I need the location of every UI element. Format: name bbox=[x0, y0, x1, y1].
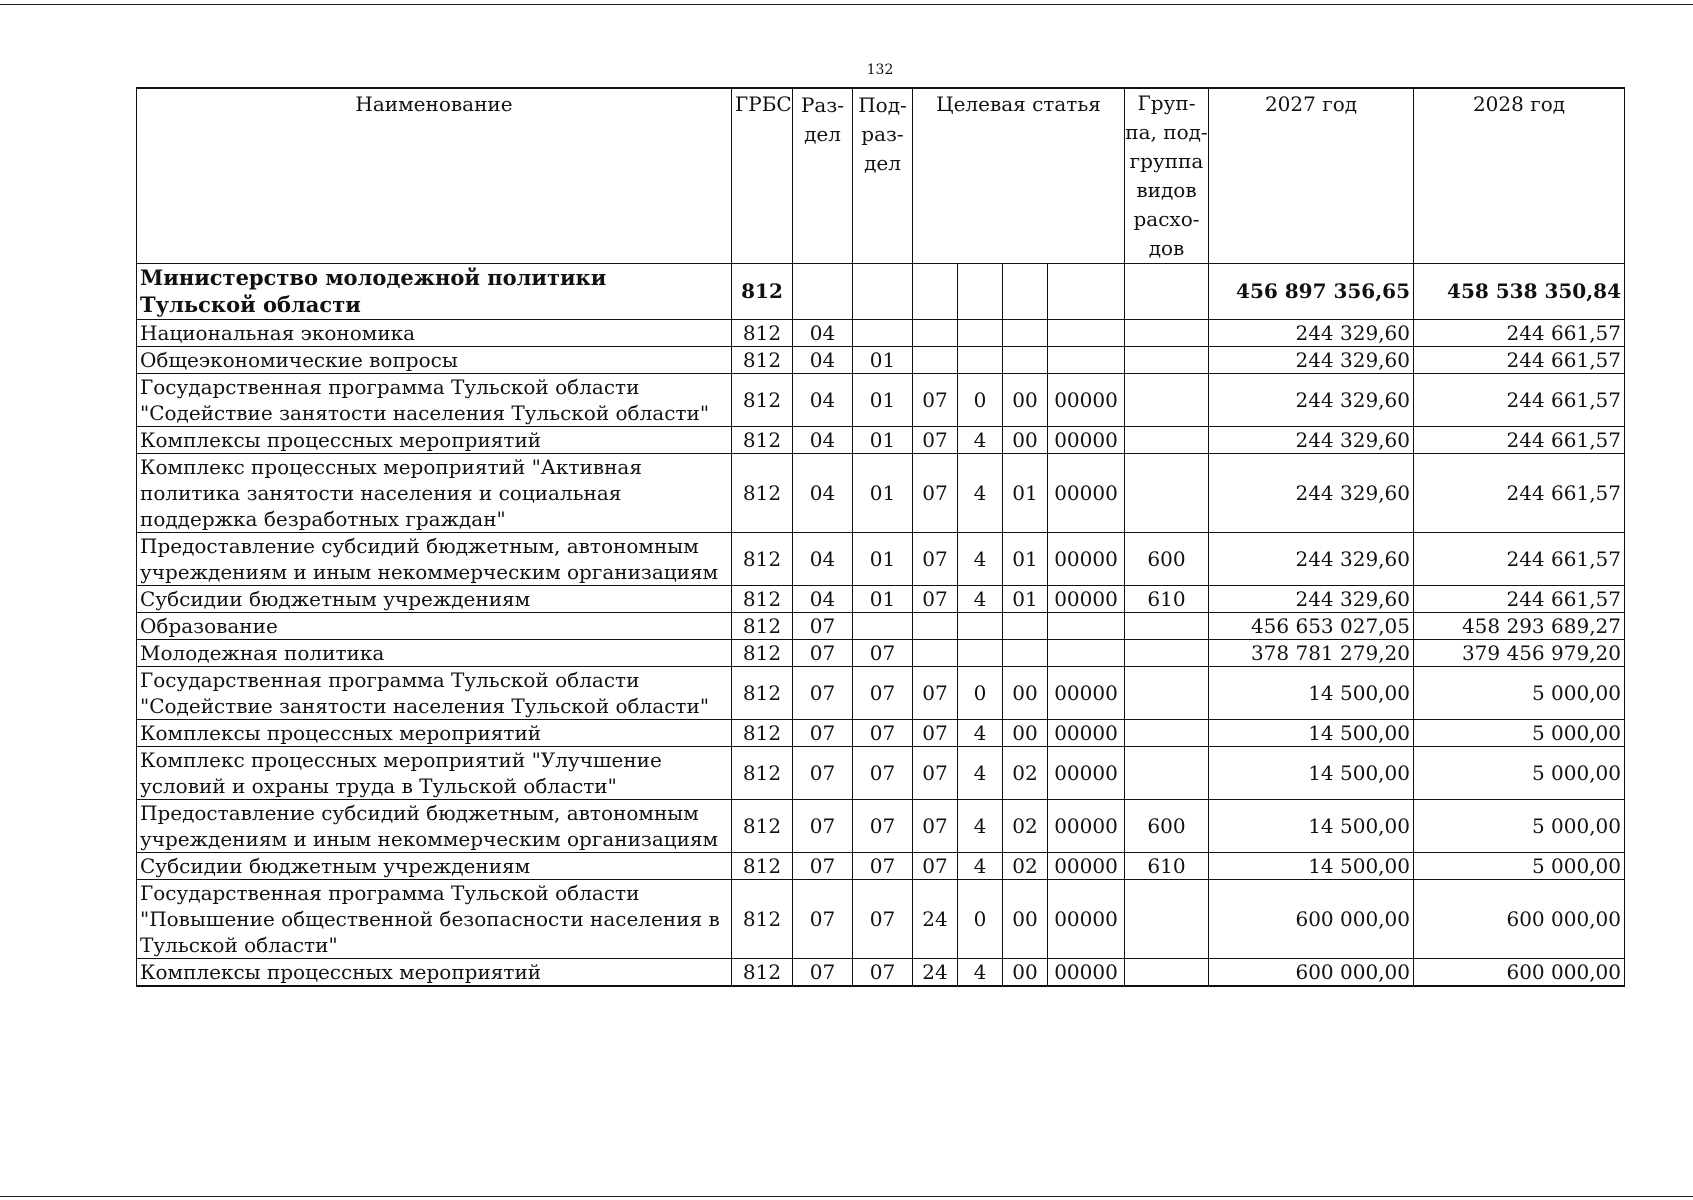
cell-amount-2028: 244 661,57 bbox=[1414, 585, 1625, 612]
cell-podrazdel bbox=[853, 612, 913, 639]
cell-amount-2027: 378 781 279,20 bbox=[1209, 639, 1414, 666]
cell-target-direction: 00000 bbox=[1048, 585, 1125, 612]
table-row bbox=[137, 426, 1625, 453]
cell-target-type bbox=[958, 612, 1003, 639]
cell-amount-2027: 244 329,60 bbox=[1209, 346, 1414, 373]
cell-target-program: 07 bbox=[913, 746, 958, 799]
cell-amount-2027: 14 500,00 bbox=[1209, 799, 1414, 852]
cell-razdel: 04 bbox=[793, 426, 853, 453]
cell-target-subprogram: 01 bbox=[1003, 453, 1048, 532]
table-row bbox=[137, 264, 1625, 320]
cell-target-direction: 00000 bbox=[1048, 666, 1125, 719]
cell-amount-2028: 244 661,57 bbox=[1414, 346, 1625, 373]
cell-target-program: 24 bbox=[913, 879, 958, 958]
cell-amount-2028: 600 000,00 bbox=[1414, 958, 1625, 986]
cell-expense-group bbox=[1125, 264, 1209, 320]
cell-target-subprogram: 00 bbox=[1003, 426, 1048, 453]
cell-expense-group bbox=[1125, 426, 1209, 453]
cell-amount-2028: 5 000,00 bbox=[1414, 852, 1625, 879]
cell-target-subprogram: 01 bbox=[1003, 532, 1048, 585]
cell-target-direction bbox=[1048, 612, 1125, 639]
cell-amount-2027: 600 000,00 bbox=[1209, 879, 1414, 958]
cell-grbs: 812 bbox=[732, 639, 793, 666]
cell-expense-group: 610 bbox=[1125, 585, 1209, 612]
cell-podrazdel: 01 bbox=[853, 453, 913, 532]
cell-razdel: 04 bbox=[793, 319, 853, 346]
cell-target-program: 07 bbox=[913, 719, 958, 746]
cell-amount-2028: 458 538 350,84 bbox=[1414, 264, 1625, 320]
cell-grbs: 812 bbox=[732, 612, 793, 639]
cell-target-direction bbox=[1048, 264, 1125, 320]
cell-name: Государственная программа Тульской области "Содействие занятости населения Тульской области" bbox=[137, 373, 732, 426]
cell-podrazdel: 07 bbox=[853, 746, 913, 799]
cell-name: Комплексы процессных мероприятий bbox=[137, 719, 732, 746]
cell-name: Общеэкономические вопросы bbox=[137, 346, 732, 373]
cell-target-type: 4 bbox=[958, 852, 1003, 879]
cell-target-subprogram: 00 bbox=[1003, 719, 1048, 746]
cell-target-program: 07 bbox=[913, 453, 958, 532]
cell-expense-group bbox=[1125, 612, 1209, 639]
cell-target-program: 24 bbox=[913, 958, 958, 986]
cell-razdel: 07 bbox=[793, 746, 853, 799]
cell-grbs: 812 bbox=[732, 746, 793, 799]
cell-razdel: 07 bbox=[793, 879, 853, 958]
cell-grbs: 812 bbox=[732, 852, 793, 879]
cell-amount-2028: 244 661,57 bbox=[1414, 532, 1625, 585]
cell-amount-2027: 14 500,00 bbox=[1209, 719, 1414, 746]
cell-amount-2028: 5 000,00 bbox=[1414, 719, 1625, 746]
cell-expense-group bbox=[1125, 746, 1209, 799]
cell-target-direction: 00000 bbox=[1048, 879, 1125, 958]
header-razdel: Раз- дел bbox=[793, 88, 853, 264]
cell-amount-2028: 244 661,57 bbox=[1414, 426, 1625, 453]
table-row bbox=[137, 585, 1625, 612]
cell-podrazdel: 07 bbox=[853, 666, 913, 719]
cell-name: Субсидии бюджетным учреждениям bbox=[137, 585, 732, 612]
cell-expense-group: 610 bbox=[1125, 852, 1209, 879]
cell-amount-2028: 379 456 979,20 bbox=[1414, 639, 1625, 666]
cell-target-type: 4 bbox=[958, 958, 1003, 986]
cell-razdel: 04 bbox=[793, 585, 853, 612]
cell-amount-2027: 244 329,60 bbox=[1209, 585, 1414, 612]
cell-amount-2027: 14 500,00 bbox=[1209, 746, 1414, 799]
table-row bbox=[137, 746, 1625, 799]
cell-target-program bbox=[913, 319, 958, 346]
cell-target-type: 4 bbox=[958, 799, 1003, 852]
cell-grbs: 812 bbox=[732, 453, 793, 532]
cell-amount-2028: 600 000,00 bbox=[1414, 879, 1625, 958]
cell-expense-group bbox=[1125, 719, 1209, 746]
cell-target-type bbox=[958, 346, 1003, 373]
cell-target-program: 07 bbox=[913, 852, 958, 879]
cell-razdel: 07 bbox=[793, 639, 853, 666]
cell-grbs: 812 bbox=[732, 585, 793, 612]
cell-podrazdel: 07 bbox=[853, 799, 913, 852]
cell-target-subprogram: 02 bbox=[1003, 852, 1048, 879]
cell-razdel: 07 bbox=[793, 958, 853, 986]
table-row bbox=[137, 719, 1625, 746]
cell-name: Министерство молодежной политики Тульской области bbox=[137, 264, 732, 320]
cell-podrazdel: 07 bbox=[853, 879, 913, 958]
cell-razdel bbox=[793, 264, 853, 320]
cell-amount-2027: 14 500,00 bbox=[1209, 666, 1414, 719]
cell-amount-2028: 5 000,00 bbox=[1414, 799, 1625, 852]
cell-target-direction: 00000 bbox=[1048, 373, 1125, 426]
cell-target-program bbox=[913, 346, 958, 373]
header-name: Наименование bbox=[137, 88, 732, 264]
cell-amount-2028: 458 293 689,27 bbox=[1414, 612, 1625, 639]
cell-podrazdel: 07 bbox=[853, 852, 913, 879]
table-header-row bbox=[137, 88, 1625, 264]
cell-grbs: 812 bbox=[732, 666, 793, 719]
cell-target-type: 0 bbox=[958, 373, 1003, 426]
cell-target-subprogram bbox=[1003, 612, 1048, 639]
cell-target-subprogram: 02 bbox=[1003, 746, 1048, 799]
scan-border-top bbox=[0, 4, 1693, 5]
cell-name: Государственная программа Тульской области "Повышение общественной безопасности населения в Тульской области" bbox=[137, 879, 732, 958]
table-row bbox=[137, 453, 1625, 532]
cell-target-type: 4 bbox=[958, 532, 1003, 585]
cell-name: Национальная экономика bbox=[137, 319, 732, 346]
cell-target-program: 07 bbox=[913, 585, 958, 612]
cell-target-type: 4 bbox=[958, 585, 1003, 612]
cell-target-direction: 00000 bbox=[1048, 852, 1125, 879]
cell-grbs: 812 bbox=[732, 532, 793, 585]
cell-podrazdel: 07 bbox=[853, 719, 913, 746]
cell-razdel: 07 bbox=[793, 799, 853, 852]
cell-amount-2027: 456 653 027,05 bbox=[1209, 612, 1414, 639]
table-row bbox=[137, 666, 1625, 719]
cell-target-direction bbox=[1048, 346, 1125, 373]
table-row bbox=[137, 799, 1625, 852]
cell-target-subprogram bbox=[1003, 346, 1048, 373]
table-row bbox=[137, 373, 1625, 426]
cell-target-type: 0 bbox=[958, 879, 1003, 958]
cell-name: Образование bbox=[137, 612, 732, 639]
cell-expense-group bbox=[1125, 346, 1209, 373]
cell-name: Комплекс процессных мероприятий "Улучшение условий и охраны труда в Тульской области" bbox=[137, 746, 732, 799]
cell-amount-2028: 244 661,57 bbox=[1414, 319, 1625, 346]
cell-target-type bbox=[958, 639, 1003, 666]
cell-amount-2027: 244 329,60 bbox=[1209, 532, 1414, 585]
cell-target-subprogram: 01 bbox=[1003, 585, 1048, 612]
cell-target-program bbox=[913, 612, 958, 639]
cell-expense-group bbox=[1125, 666, 1209, 719]
cell-target-program: 07 bbox=[913, 532, 958, 585]
cell-grbs: 812 bbox=[732, 799, 793, 852]
cell-amount-2027: 244 329,60 bbox=[1209, 453, 1414, 532]
cell-expense-group bbox=[1125, 958, 1209, 986]
cell-podrazdel: 07 bbox=[853, 639, 913, 666]
cell-razdel: 04 bbox=[793, 532, 853, 585]
cell-target-type bbox=[958, 264, 1003, 320]
cell-amount-2027: 244 329,60 bbox=[1209, 373, 1414, 426]
cell-target-subprogram bbox=[1003, 264, 1048, 320]
cell-target-type: 4 bbox=[958, 453, 1003, 532]
cell-amount-2028: 244 661,57 bbox=[1414, 373, 1625, 426]
header-2027: 2027 год bbox=[1209, 88, 1414, 264]
cell-razdel: 04 bbox=[793, 346, 853, 373]
cell-grbs: 812 bbox=[732, 426, 793, 453]
scan-border-bottom bbox=[0, 1196, 1693, 1197]
cell-razdel: 07 bbox=[793, 719, 853, 746]
cell-podrazdel bbox=[853, 264, 913, 320]
cell-target-direction: 00000 bbox=[1048, 958, 1125, 986]
cell-amount-2027: 456 897 356,65 bbox=[1209, 264, 1414, 320]
cell-target-direction: 00000 bbox=[1048, 719, 1125, 746]
cell-target-type: 4 bbox=[958, 746, 1003, 799]
cell-podrazdel bbox=[853, 319, 913, 346]
cell-expense-group: 600 bbox=[1125, 532, 1209, 585]
header-expense-group: Груп- па, под- группа видов расхо- дов bbox=[1125, 88, 1209, 264]
cell-name: Комплекс процессных мероприятий "Активная политика занятости населения и социальная поддержка безработных граждан" bbox=[137, 453, 732, 532]
cell-target-subprogram: 00 bbox=[1003, 879, 1048, 958]
cell-grbs: 812 bbox=[732, 319, 793, 346]
page-number: 132 bbox=[866, 62, 894, 78]
cell-expense-group bbox=[1125, 879, 1209, 958]
cell-grbs: 812 bbox=[732, 719, 793, 746]
cell-grbs: 812 bbox=[732, 346, 793, 373]
cell-target-program: 07 bbox=[913, 666, 958, 719]
cell-razdel: 04 bbox=[793, 373, 853, 426]
cell-podrazdel: 01 bbox=[853, 585, 913, 612]
cell-name: Предоставление субсидий бюджетным, автономным учреждениям и иным некоммерческим организациям bbox=[137, 799, 732, 852]
cell-podrazdel: 01 bbox=[853, 426, 913, 453]
table-row bbox=[137, 958, 1625, 986]
cell-podrazdel: 01 bbox=[853, 532, 913, 585]
cell-expense-group: 600 bbox=[1125, 799, 1209, 852]
cell-grbs: 812 bbox=[732, 879, 793, 958]
cell-target-subprogram: 02 bbox=[1003, 799, 1048, 852]
table-row bbox=[137, 319, 1625, 346]
header-podrazdel: Под- раз- дел bbox=[853, 88, 913, 264]
cell-target-program: 07 bbox=[913, 426, 958, 453]
cell-target-direction: 00000 bbox=[1048, 746, 1125, 799]
table-row bbox=[137, 612, 1625, 639]
cell-name: Государственная программа Тульской области "Содействие занятости населения Тульской области" bbox=[137, 666, 732, 719]
cell-podrazdel: 07 bbox=[853, 958, 913, 986]
cell-target-direction bbox=[1048, 319, 1125, 346]
cell-amount-2027: 14 500,00 bbox=[1209, 852, 1414, 879]
header-target-article: Целевая статья bbox=[913, 88, 1125, 264]
cell-target-type: 0 bbox=[958, 666, 1003, 719]
cell-podrazdel: 01 bbox=[853, 373, 913, 426]
budget-table bbox=[136, 87, 1625, 987]
table-row bbox=[137, 639, 1625, 666]
cell-grbs: 812 bbox=[732, 373, 793, 426]
cell-target-program bbox=[913, 639, 958, 666]
cell-target-subprogram bbox=[1003, 319, 1048, 346]
cell-razdel: 04 bbox=[793, 453, 853, 532]
cell-expense-group bbox=[1125, 453, 1209, 532]
cell-target-direction: 00000 bbox=[1048, 532, 1125, 585]
cell-amount-2027: 244 329,60 bbox=[1209, 426, 1414, 453]
table-row bbox=[137, 879, 1625, 958]
cell-expense-group bbox=[1125, 319, 1209, 346]
table-row bbox=[137, 346, 1625, 373]
cell-grbs: 812 bbox=[732, 264, 793, 320]
cell-expense-group bbox=[1125, 373, 1209, 426]
cell-name: Субсидии бюджетным учреждениям bbox=[137, 852, 732, 879]
cell-target-type: 4 bbox=[958, 426, 1003, 453]
cell-target-subprogram: 00 bbox=[1003, 373, 1048, 426]
header-grbs: ГРБС bbox=[732, 88, 793, 264]
cell-name: Комплексы процессных мероприятий bbox=[137, 958, 732, 986]
cell-razdel: 07 bbox=[793, 666, 853, 719]
cell-target-direction: 00000 bbox=[1048, 426, 1125, 453]
cell-amount-2028: 244 661,57 bbox=[1414, 453, 1625, 532]
cell-target-direction bbox=[1048, 639, 1125, 666]
cell-target-subprogram: 00 bbox=[1003, 666, 1048, 719]
header-2028: 2028 год bbox=[1414, 88, 1625, 264]
cell-target-direction: 00000 bbox=[1048, 799, 1125, 852]
table-row bbox=[137, 532, 1625, 585]
table-row bbox=[137, 852, 1625, 879]
cell-amount-2028: 5 000,00 bbox=[1414, 746, 1625, 799]
cell-razdel: 07 bbox=[793, 852, 853, 879]
cell-amount-2027: 244 329,60 bbox=[1209, 319, 1414, 346]
cell-grbs: 812 bbox=[732, 958, 793, 986]
cell-name: Молодежная политика bbox=[137, 639, 732, 666]
table-body bbox=[137, 264, 1625, 986]
cell-amount-2027: 600 000,00 bbox=[1209, 958, 1414, 986]
cell-target-type: 4 bbox=[958, 719, 1003, 746]
cell-razdel: 07 bbox=[793, 612, 853, 639]
cell-target-program: 07 bbox=[913, 373, 958, 426]
cell-expense-group bbox=[1125, 639, 1209, 666]
cell-podrazdel: 01 bbox=[853, 346, 913, 373]
cell-target-type bbox=[958, 319, 1003, 346]
cell-target-program bbox=[913, 264, 958, 320]
cell-name: Предоставление субсидий бюджетным, автономным учреждениям и иным некоммерческим организациям bbox=[137, 532, 732, 585]
cell-target-direction: 00000 bbox=[1048, 453, 1125, 532]
cell-target-subprogram: 00 bbox=[1003, 958, 1048, 986]
cell-target-program: 07 bbox=[913, 799, 958, 852]
cell-amount-2028: 5 000,00 bbox=[1414, 666, 1625, 719]
cell-name: Комплексы процессных мероприятий bbox=[137, 426, 732, 453]
cell-target-subprogram bbox=[1003, 639, 1048, 666]
